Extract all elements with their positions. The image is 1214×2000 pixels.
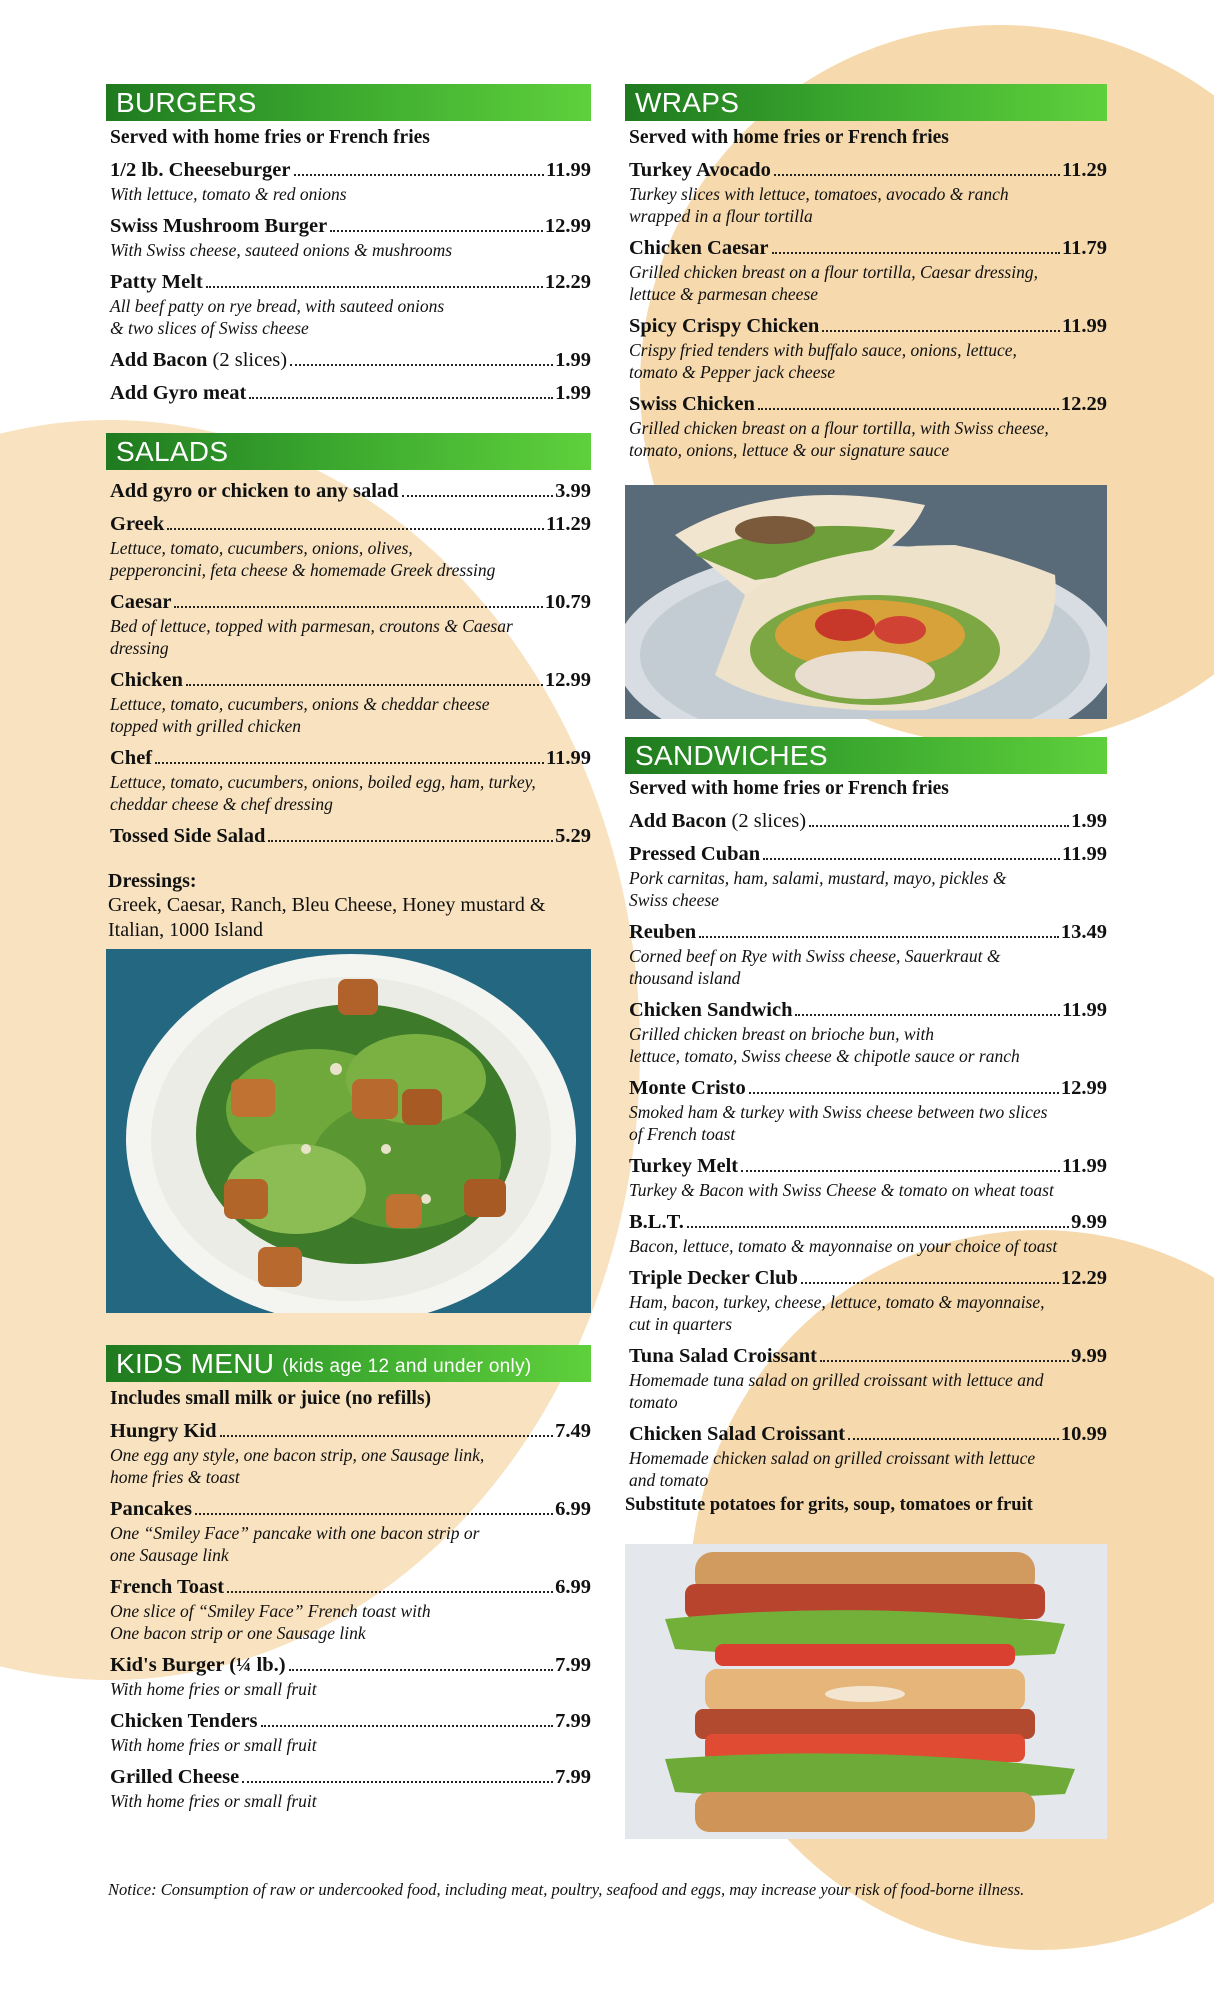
menu-item-name-text: Chicken Sandwich <box>629 999 793 1021</box>
menu-item-description: Lettuce, tomato, cucumbers, onions, olives, pepperoncini, feta cheese & homemade Greek dressing <box>110 538 496 580</box>
menu-item-price: 11.29 <box>1062 159 1107 181</box>
menu-item-line <box>110 382 591 405</box>
menu-item-price: 12.99 <box>544 669 591 691</box>
menu-item <box>110 480 591 503</box>
wraps-section <box>625 84 1107 461</box>
menu-item-name-text: Patty Melt <box>110 271 203 293</box>
menu-item-description: Lettuce, tomato, cucumbers, onions & cheddar cheese topped with grilled chicken <box>110 694 490 736</box>
menu-item <box>110 747 591 815</box>
menu-item <box>110 159 591 205</box>
menu-item-line <box>110 480 591 503</box>
menu-item-description: Grilled chicken breast on brioche bun, with lettuce, tomato, Swiss cheese & chipotle sauce or ranch <box>629 1024 1020 1066</box>
menu-item <box>629 1267 1107 1335</box>
dot-leader <box>741 1170 1060 1172</box>
dot-leader <box>801 1282 1059 1284</box>
menu-item-line <box>110 1420 591 1443</box>
menu-item-name-text: Swiss Mushroom Burger <box>110 215 328 237</box>
menu-item-line <box>110 271 591 294</box>
dot-leader <box>174 606 542 608</box>
menu-item <box>629 1155 1107 1201</box>
menu-item <box>629 921 1107 989</box>
menu-item <box>110 215 591 261</box>
menu-item-price: 11.99 <box>1062 315 1107 337</box>
menu-item-price: 12.99 <box>544 215 591 237</box>
menu-item-line <box>629 999 1107 1022</box>
menu-item-name <box>110 215 327 238</box>
menu-item-price: 12.29 <box>1060 1267 1107 1289</box>
dot-leader <box>820 1360 1069 1362</box>
dot-leader <box>290 364 553 366</box>
menu-item <box>110 382 591 405</box>
menu-item-name-text: French Toast <box>110 1576 225 1598</box>
menu-item <box>110 1498 591 1566</box>
menu-item <box>110 591 591 659</box>
menu-item-description: With home fries or small fruit <box>110 1679 317 1699</box>
dressings-label: Dressings: <box>108 870 197 892</box>
menu-item <box>629 1077 1107 1145</box>
menu-item-line <box>110 669 591 692</box>
wraps-subtitle: Served with home fries or French fries <box>629 127 949 148</box>
menu-item-line <box>110 591 591 614</box>
burgers-items <box>106 159 591 405</box>
menu-item-name <box>629 843 760 866</box>
menu-item-name <box>629 921 696 944</box>
menu-item-name <box>110 382 246 405</box>
dot-leader <box>227 1591 553 1593</box>
menu-item-description: All beef patty on rye bread, with sauteed onions & two slices of Swiss cheese <box>110 296 445 338</box>
menu-item-description: Crispy fried tenders with buffalo sauce, onions, lettuce, tomato & Pepper jack cheese <box>629 340 1017 382</box>
dot-leader <box>763 858 1060 860</box>
menu-item-name-text: Monte Cristo <box>629 1077 746 1099</box>
menu-item-price: 12.29 <box>1060 393 1107 415</box>
right-column <box>625 84 1107 1839</box>
menu-item-description: Turkey slices with lettuce, tomatoes, avocado & ranch wrapped in a flour tortilla <box>629 184 1009 226</box>
dot-leader <box>330 230 543 232</box>
dot-leader <box>772 252 1060 254</box>
dressings-text: Greek, Caesar, Ranch, Bleu Cheese, Honey mustard & Italian, 1000 Island <box>108 894 546 941</box>
menu-item-line <box>110 1498 591 1521</box>
menu-item-name <box>110 1654 286 1677</box>
menu-item-line <box>629 1345 1107 1368</box>
menu-item-description: Bacon, lettuce, tomato & mayonnaise on your choice of toast <box>629 1236 1058 1256</box>
menu-item-name-text: Add gyro or chicken to any salad <box>110 480 399 502</box>
menu-item <box>629 315 1107 383</box>
menu-item-price: 1.99 <box>555 382 591 404</box>
menu-item-line <box>110 215 591 238</box>
burgers-subtitle: Served with home fries or French fries <box>110 127 430 148</box>
menu-item-name-text: Chicken Caesar <box>629 237 769 259</box>
dot-leader <box>289 1669 554 1671</box>
menu-item-name-text: Caesar <box>110 591 172 613</box>
menu-item-name <box>110 513 164 536</box>
sandwiches-section <box>625 737 1107 1516</box>
menu-item-description: Turkey & Bacon with Swiss Cheese & tomato on wheat toast <box>629 1180 1054 1200</box>
menu-item <box>110 1766 591 1812</box>
menu-item-description: Pork carnitas, ham, salami, mustard, mayo, pickles & Swiss cheese <box>629 868 1007 910</box>
menu-item-price: 11.99 <box>1062 843 1107 865</box>
dot-leader <box>294 174 545 176</box>
menu-item-line <box>629 159 1107 182</box>
menu-item <box>629 999 1107 1067</box>
menu-item-line <box>629 1267 1107 1290</box>
menu-item-name <box>629 1211 684 1234</box>
dot-leader <box>758 408 1059 410</box>
menu-item-price: 11.29 <box>546 513 591 535</box>
menu-item-line <box>629 315 1107 338</box>
menu-item-price: 12.99 <box>1060 1077 1107 1099</box>
menu-item-name-text: Chicken Tenders <box>110 1710 258 1732</box>
menu-item-name-text: Pressed Cuban <box>629 843 761 865</box>
menu-item-line <box>629 810 1107 833</box>
menu-item-line <box>629 1155 1107 1178</box>
menu-item-name-text: Triple Decker Club <box>629 1267 798 1289</box>
burgers-section <box>106 84 591 405</box>
menu-item-description: Corned beef on Rye with Swiss cheese, Sauerkraut & thousand island <box>629 946 1001 988</box>
menu-item-price: 7.49 <box>555 1420 591 1442</box>
menu-item <box>110 1576 591 1644</box>
menu-item-price: 7.99 <box>555 1766 591 1788</box>
menu-item-name-text: Tossed Side Salad <box>110 825 266 847</box>
blt-photo <box>625 1544 1107 1839</box>
caesar-salad-photo <box>106 949 591 1313</box>
menu-item-price: 1.99 <box>555 349 591 371</box>
menu-item-price: 11.99 <box>546 747 591 769</box>
dressings-block <box>108 870 591 943</box>
dot-leader <box>848 1438 1059 1440</box>
menu-item-description: Ham, bacon, turkey, cheese, lettuce, tomato & mayonnaise, cut in quarters <box>629 1292 1045 1334</box>
menu-item-description: With home fries or small fruit <box>110 1791 317 1811</box>
menu-item-name-text: 1/2 lb. Cheeseburger <box>110 159 291 181</box>
sandwiches-header: SANDWICHES <box>625 737 1107 774</box>
kids-menu-header: KIDS MENU (kids age 12 and under only) <box>106 1345 591 1382</box>
dot-leader <box>822 330 1060 332</box>
menu-item-line <box>110 159 591 182</box>
sandwiches-subtitle: Served with home fries or French fries <box>629 778 949 799</box>
menu-item-name <box>110 747 152 770</box>
menu-item-name-extra: (2 slices) <box>212 349 288 371</box>
menu-item-price: 6.99 <box>555 1576 591 1598</box>
burgers-header: BURGERS <box>106 84 591 121</box>
menu-item-description: Grilled chicken breast on a flour tortilla, with Swiss cheese, tomato, onions, lettuce & our signature sauce <box>629 418 1049 460</box>
menu-item-name <box>110 271 203 294</box>
menu-item-line <box>110 1710 591 1733</box>
menu-item-line <box>629 393 1107 416</box>
substitute-note: Substitute potatoes for grits, soup, tomatoes or fruit <box>625 1495 1033 1515</box>
menu-item-name-text: Kid's Burger (¼ lb.) <box>110 1654 286 1676</box>
menu-item-description: With Swiss cheese, sauteed onions & mushrooms <box>110 240 453 260</box>
dot-leader <box>402 495 554 497</box>
menu-item-name-text: Pancakes <box>110 1498 192 1520</box>
wraps-items <box>625 159 1107 461</box>
menu-item-name-text: Grilled Cheese <box>110 1766 240 1788</box>
kids-menu-section <box>106 1345 591 1812</box>
menu-item-price: 6.99 <box>555 1498 591 1520</box>
menu-item-name <box>110 591 171 614</box>
menu-item <box>629 393 1107 461</box>
menu-item-name <box>110 825 265 848</box>
menu-item-name-text: Add Bacon <box>629 810 727 832</box>
menu-item-line <box>629 843 1107 866</box>
menu-item-price: 9.99 <box>1071 1211 1107 1233</box>
menu-item-name <box>110 1498 192 1521</box>
menu-item <box>629 1211 1107 1257</box>
menu-item-price: 12.29 <box>544 271 591 293</box>
menu-item <box>629 843 1107 911</box>
menu-item <box>629 237 1107 305</box>
menu-item <box>110 825 591 848</box>
menu-item <box>629 1423 1107 1491</box>
kids-menu-subtitle: Includes small milk or juice (no refills) <box>110 1388 432 1409</box>
menu-item-name <box>110 1576 224 1599</box>
menu-item-name <box>110 480 399 503</box>
menu-item-line <box>629 1423 1107 1446</box>
kids-menu-age-note: (kids age 12 and under only) <box>282 1355 532 1377</box>
menu-item-line <box>629 237 1107 260</box>
dot-leader <box>242 1781 553 1783</box>
sandwiches-items <box>625 810 1107 1491</box>
menu-item <box>110 349 591 372</box>
menu-item-name-text: Reuben <box>629 921 697 943</box>
menu-item-name <box>110 669 183 692</box>
menu-item-price: 1.99 <box>1071 810 1107 832</box>
menu-item-line <box>629 1077 1107 1100</box>
menu-item-description: Homemade chicken salad on grilled croissant with lettuce and tomato <box>629 1448 1036 1490</box>
menu-item-name-text: Add Bacon <box>110 349 208 371</box>
dot-leader <box>261 1725 554 1727</box>
menu-item-name-text: B.L.T. <box>629 1211 684 1233</box>
menu-item-line <box>110 825 591 848</box>
menu-item-name-text: Add Gyro meat <box>110 382 247 404</box>
menu-item-price: 11.99 <box>1062 999 1107 1021</box>
menu-item-line <box>629 1211 1107 1234</box>
menu-item-name <box>629 1267 798 1290</box>
salads-header: SALADS <box>106 433 591 470</box>
dot-leader <box>195 1513 553 1515</box>
menu-item-name-text: Spicy Crispy Chicken <box>629 315 820 337</box>
menu-item-name <box>629 810 806 833</box>
menu-item-price: 11.99 <box>1062 1155 1107 1177</box>
menu-item-name <box>110 1710 258 1733</box>
menu-item <box>110 669 591 737</box>
food-safety-notice: Notice: Consumption of raw or undercooked food, including meat, poultry, seafood and eggs, may increase your risk of food-borne illness. <box>108 1880 1025 1899</box>
dot-leader <box>268 840 553 842</box>
menu-item <box>110 1420 591 1488</box>
dot-leader <box>206 286 543 288</box>
menu-item-name <box>110 1766 239 1789</box>
menu-item-name <box>629 1345 817 1368</box>
menu-item-name-text: Turkey Melt <box>629 1155 739 1177</box>
menu-item-line <box>110 1654 591 1677</box>
menu-item <box>110 1654 591 1700</box>
menu-item-name-text: Swiss Chicken <box>629 393 755 415</box>
menu-item-name <box>629 159 771 182</box>
menu-item <box>629 810 1107 833</box>
salads-section <box>106 433 591 1313</box>
dot-leader <box>774 174 1060 176</box>
menu-item-name <box>629 999 792 1022</box>
dot-leader <box>249 397 553 399</box>
menu-item-name-text: Greek <box>110 513 165 535</box>
menu-item-name <box>110 349 287 372</box>
menu-item-name <box>110 159 291 182</box>
menu-item-name <box>110 1420 217 1443</box>
dot-leader <box>749 1092 1059 1094</box>
menu-item-price: 7.99 <box>555 1654 591 1676</box>
menu-item-description: With lettuce, tomato & red onions <box>110 184 347 204</box>
menu-item-price: 11.99 <box>546 159 591 181</box>
menu-item-name <box>629 1077 746 1100</box>
menu-item-price: 7.99 <box>555 1710 591 1732</box>
menu-item-line <box>629 921 1107 944</box>
menu-item-name-text: Chicken <box>110 669 183 691</box>
menu-item <box>110 271 591 339</box>
menu-item-description: One “Smiley Face” pancake with one bacon strip or one Sausage link <box>110 1523 480 1565</box>
menu-item-name-text: Chicken Salad Croissant <box>629 1423 846 1445</box>
menu-item-line <box>110 513 591 536</box>
kids-menu-items <box>106 1420 591 1812</box>
menu-item-name <box>629 237 769 260</box>
menu-item-name <box>629 393 755 416</box>
menu-item-description: Smoked ham & turkey with Swiss cheese between two slices of French toast <box>629 1102 1048 1144</box>
menu-item-line <box>110 1576 591 1599</box>
menu-item-line <box>110 747 591 770</box>
menu-item-name-text: Turkey Avocado <box>629 159 771 181</box>
menu-item <box>629 1345 1107 1413</box>
menu-item-description: Homemade tuna salad on grilled croissant with lettuce and tomato <box>629 1370 1044 1412</box>
menu-item-price: 3.99 <box>555 480 591 502</box>
menu-item <box>629 159 1107 227</box>
wrap-photo <box>625 485 1107 719</box>
dot-leader <box>687 1226 1069 1228</box>
menu-item-name-text: Hungry Kid <box>110 1420 217 1442</box>
left-column <box>106 84 591 1812</box>
menu-item-price: 9.99 <box>1071 1345 1107 1367</box>
menu-item-name-text: Chef <box>110 747 153 769</box>
menu-item-line <box>110 1766 591 1789</box>
menu-item-name-text: Tuna Salad Croissant <box>629 1345 818 1367</box>
menu-item-description: Lettuce, tomato, cucumbers, onions, boiled egg, ham, turkey, cheddar cheese & chef dressing <box>110 772 536 814</box>
menu-item-description: Bed of lettuce, topped with parmesan, croutons & Caesar dressing <box>110 616 513 658</box>
menu-item-description: One slice of “Smiley Face” French toast with One bacon strip or one Sausage link <box>110 1601 431 1643</box>
menu-item-price: 5.29 <box>555 825 591 847</box>
wraps-header: WRAPS <box>625 84 1107 121</box>
dot-leader <box>155 762 544 764</box>
dot-leader <box>220 1435 554 1437</box>
menu-item-price: 13.49 <box>1060 921 1107 943</box>
menu-item <box>110 513 591 581</box>
menu-item-price: 10.79 <box>544 591 591 613</box>
menu-item-name <box>629 1423 845 1446</box>
menu-item-description: With home fries or small fruit <box>110 1735 317 1755</box>
menu-item <box>110 1710 591 1756</box>
salads-items <box>106 480 591 848</box>
dot-leader <box>699 936 1059 938</box>
menu-item-line <box>110 349 591 372</box>
menu-item-description: Grilled chicken breast on a flour tortilla, Caesar dressing, lettuce & parmesan cheese <box>629 262 1038 304</box>
menu-item-description: One egg any style, one bacon strip, one Sausage link, home fries & toast <box>110 1445 485 1487</box>
menu-item-price: 11.79 <box>1062 237 1107 259</box>
dot-leader <box>809 825 1069 827</box>
menu-item-price: 10.99 <box>1060 1423 1107 1445</box>
menu-item-name-extra: (2 slices) <box>731 810 807 832</box>
menu-item-name <box>629 1155 738 1178</box>
menu-item-name <box>629 315 819 338</box>
dot-leader <box>167 528 544 530</box>
dot-leader <box>795 1014 1060 1016</box>
dot-leader <box>186 684 543 686</box>
